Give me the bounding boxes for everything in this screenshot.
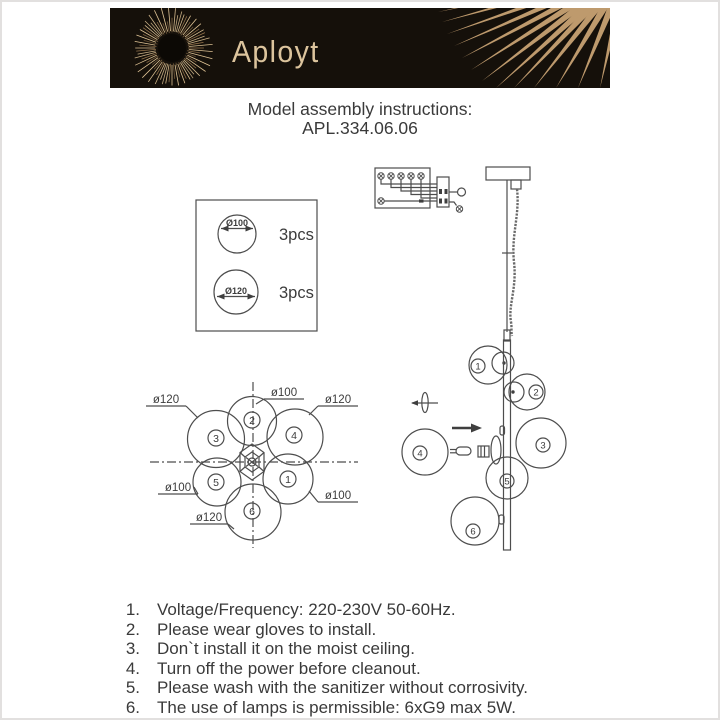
dim-mid-right: ø100	[324, 490, 352, 502]
globe-120-qty: 3pcs	[279, 284, 314, 302]
instruction-text: Please wash with the sanitizer without corrosivity.	[157, 678, 529, 697]
instruction-row	[100, 659, 660, 679]
globe-100-qty: 3pcs	[279, 226, 314, 244]
parts-box-border	[196, 200, 317, 331]
parts-box-diagram	[193, 197, 321, 337]
sphere-4-circle	[402, 429, 448, 475]
title-block	[0, 100, 720, 137]
globe-100-dimension: Ø100	[225, 218, 249, 228]
globe-120-icon	[214, 270, 258, 314]
wiring-diagram	[375, 168, 466, 212]
starburst-center	[158, 34, 186, 62]
instruction-number: 4.	[125, 658, 140, 678]
instruction-number: 6.	[125, 697, 140, 717]
tag-3: 3	[540, 440, 546, 452]
instruction-number: 5.	[125, 678, 140, 697]
power-cable	[510, 189, 517, 336]
brand-banner	[110, 8, 610, 88]
instruction-text: Don`t install it on the moist ceiling.	[157, 639, 415, 658]
tv-tag-4: 4	[291, 429, 297, 442]
dim-top-center: ø100	[270, 387, 298, 399]
dim-bottom-left: ø120	[195, 512, 223, 524]
tag-1: 1	[475, 361, 481, 373]
tag-6: 6	[470, 526, 476, 538]
g9-capsule-and-socket-icon	[450, 446, 489, 457]
instruction-row	[100, 698, 660, 718]
dim-top-right: ø120	[324, 394, 352, 406]
tv-tag-1: 1	[285, 473, 291, 486]
instruction-number: 1.	[125, 600, 140, 619]
page-title: Model assembly instructions:	[247, 99, 473, 119]
top-view-diagram	[138, 375, 366, 580]
instruction-text: Please wear gloves to install.	[157, 619, 377, 639]
instruction-number: 2.	[125, 619, 140, 639]
brand-name: Aployt	[232, 34, 320, 69]
corner-rays-icon	[438, 8, 610, 88]
globe-120-dimension: Ø120	[224, 286, 248, 296]
top-view-number-tags	[208, 412, 302, 519]
instruction-text: The use of lamps is permissible: 6xG9 max 5W.	[157, 697, 517, 717]
dim-top-left: ø120	[152, 394, 180, 406]
tv-tag-3: 3	[213, 432, 219, 445]
instructions-list	[100, 600, 660, 717]
instruction-row	[100, 678, 660, 698]
model-number: APL.334.06.06	[302, 117, 418, 138]
instruction-row	[100, 639, 660, 659]
g9-bulb-front-icon	[411, 393, 438, 413]
tag-5: 5	[504, 476, 510, 488]
tv-tag-5: 5	[213, 476, 219, 489]
tag-2: 2	[533, 387, 539, 399]
insert-arrow-icon	[452, 424, 482, 433]
dim-mid-left: ø100	[164, 482, 192, 494]
instruction-row	[100, 600, 660, 620]
instruction-number: 3.	[125, 639, 140, 658]
ceiling-canopy	[486, 167, 530, 180]
banner-decorations	[110, 8, 610, 88]
assembly-diagram	[365, 150, 580, 560]
instruction-row	[100, 620, 660, 640]
instruction-text: Voltage/Frequency: 220-230V 50-60Hz.	[157, 600, 456, 619]
globe-100-icon	[218, 215, 256, 253]
tv-tag-2: 2	[249, 414, 255, 427]
tv-tag-6: 6	[249, 505, 255, 518]
pendant-lamp-drawing	[402, 167, 566, 550]
instruction-text: Turn off the power before cleanout.	[157, 658, 421, 678]
cable-connector	[511, 180, 521, 189]
tag-4: 4	[417, 448, 423, 460]
